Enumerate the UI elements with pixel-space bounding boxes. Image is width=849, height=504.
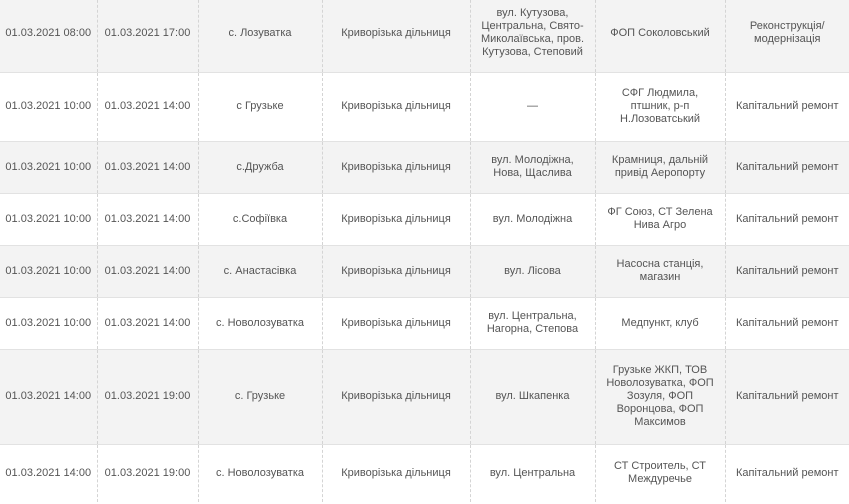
table-row <box>0 193 849 245</box>
table-row <box>0 297 849 349</box>
work-type-cell: Капітальний ремонт <box>725 349 849 444</box>
streets-cell: — <box>470 72 595 141</box>
consumers-cell: СФГ Людмила, птшник, р-п Н.Лозоватський <box>595 72 725 141</box>
work-type-cell: Капітальний ремонт <box>725 141 849 193</box>
work-type-cell: Капітальний ремонт <box>725 193 849 245</box>
table-row <box>0 444 849 502</box>
end-time-cell: 01.03.2021 14:00 <box>97 193 198 245</box>
village-cell: с.Дружба <box>198 141 322 193</box>
consumers-cell: СТ Строитель, СТ Междуречье <box>595 444 725 502</box>
work-type-cell: Капітальний ремонт <box>725 444 849 502</box>
village-cell: с. Новолозуватка <box>198 444 322 502</box>
village-cell: с. Новолозуватка <box>198 297 322 349</box>
start-time-cell: 01.03.2021 10:00 <box>0 193 97 245</box>
village-cell: с.Софіївка <box>198 193 322 245</box>
work-type-cell: Капітальний ремонт <box>725 297 849 349</box>
consumers-cell: Грузьке ЖКП, ТОВ Новолозуватка, ФОП Зозуля, ФОП Воронцова, ФОП Максимов <box>595 349 725 444</box>
village-cell: с. Грузьке <box>198 349 322 444</box>
district-cell: Криворізька дільниця <box>322 245 470 297</box>
start-time-cell: 01.03.2021 10:00 <box>0 141 97 193</box>
streets-cell: вул. Центральна, Нагорна, Степова <box>470 297 595 349</box>
end-time-cell: 01.03.2021 14:00 <box>97 245 198 297</box>
end-time-cell: 01.03.2021 17:00 <box>97 0 198 72</box>
consumers-cell: Крамниця, дальній привід Аеропорту <box>595 141 725 193</box>
work-type-cell: Реконструкція/ модернізація <box>725 0 849 72</box>
start-time-cell: 01.03.2021 14:00 <box>0 349 97 444</box>
table-row <box>0 349 849 444</box>
district-cell: Криворізька дільниця <box>322 193 470 245</box>
district-cell: Криворізька дільниця <box>322 444 470 502</box>
district-cell: Криворізька дільниця <box>322 0 470 72</box>
start-time-cell: 01.03.2021 10:00 <box>0 297 97 349</box>
start-time-cell: 01.03.2021 10:00 <box>0 72 97 141</box>
start-time-cell: 01.03.2021 10:00 <box>0 245 97 297</box>
end-time-cell: 01.03.2021 14:00 <box>97 72 198 141</box>
start-time-cell: 01.03.2021 08:00 <box>0 0 97 72</box>
streets-cell: вул. Лісова <box>470 245 595 297</box>
consumers-cell: Медпункт, клуб <box>595 297 725 349</box>
streets-cell: вул. Центральна <box>470 444 595 502</box>
streets-cell: вул. Молодіжна, Нова, Щаслива <box>470 141 595 193</box>
table-row <box>0 245 849 297</box>
village-cell: с. Анастасівка <box>198 245 322 297</box>
table-row <box>0 141 849 193</box>
district-cell: Криворізька дільниця <box>322 141 470 193</box>
district-cell: Криворізька дільниця <box>322 72 470 141</box>
work-type-cell: Капітальний ремонт <box>725 72 849 141</box>
consumers-cell: ФОП Соколовський <box>595 0 725 72</box>
end-time-cell: 01.03.2021 19:00 <box>97 349 198 444</box>
start-time-cell: 01.03.2021 14:00 <box>0 444 97 502</box>
village-cell: с Грузьке <box>198 72 322 141</box>
village-cell: с. Лозуватка <box>198 0 322 72</box>
streets-cell: вул. Молодіжна <box>470 193 595 245</box>
end-time-cell: 01.03.2021 14:00 <box>97 297 198 349</box>
work-type-cell: Капітальний ремонт <box>725 245 849 297</box>
streets-cell: вул. Шкапенка <box>470 349 595 444</box>
consumers-cell: Насосна станція, магазин <box>595 245 725 297</box>
table-row <box>0 72 849 141</box>
district-cell: Криворізька дільниця <box>322 349 470 444</box>
streets-cell: вул. Кутузова, Центральна, Свято-Миколаївська, пров. Кутузова, Степовий <box>470 0 595 72</box>
district-cell: Криворізька дільниця <box>322 297 470 349</box>
end-time-cell: 01.03.2021 19:00 <box>97 444 198 502</box>
consumers-cell: ФГ Союз, СТ Зелена Нива Агро <box>595 193 725 245</box>
end-time-cell: 01.03.2021 14:00 <box>97 141 198 193</box>
table-row <box>0 0 849 72</box>
